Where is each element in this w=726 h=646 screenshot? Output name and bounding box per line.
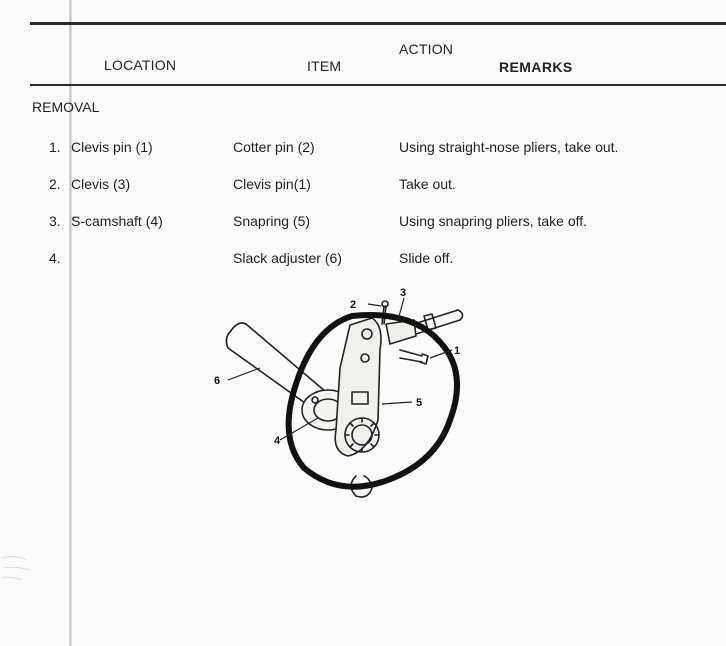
step-location: S-camshaft (4) — [71, 213, 163, 229]
callout-label: 3 — [400, 287, 407, 299]
header-location: LOCATION — [104, 57, 177, 73]
step-number: 1. — [49, 139, 61, 155]
slack-adjuster-illustration — [200, 280, 480, 510]
callout-label: 6 — [214, 375, 221, 387]
rod-end — [458, 310, 463, 320]
step-item: Snapring (5) — [233, 213, 311, 229]
step-location: Clevis pin (1) — [71, 139, 153, 155]
step-item: Clevis pin(1) — [233, 176, 311, 192]
step-number: 2. — [49, 176, 61, 192]
step-location: Clevis (3) — [71, 176, 131, 192]
table-top-rule — [30, 22, 726, 25]
callout-label: 1 — [454, 345, 461, 357]
step-item: Slack adjuster (6) — [233, 250, 342, 266]
callout-label: 4 — [274, 435, 281, 447]
leader-line — [382, 402, 412, 404]
step-number: 3. — [49, 213, 61, 229]
header-item: ITEM — [307, 58, 342, 74]
step-number: 4. — [49, 250, 61, 266]
table-header-rule — [30, 84, 726, 86]
header-action: ACTION — [399, 41, 454, 57]
step-item: Cotter pin (2) — [233, 139, 315, 155]
step-action: Slide off. — [399, 250, 454, 266]
scan-smudge — [0, 548, 40, 588]
step-action: Using straight-nose pliers, take out. — [399, 139, 619, 155]
camshaft-tube-end — [230, 323, 246, 332]
clevis-pin — [400, 350, 422, 362]
callout-label: 5 — [416, 397, 423, 409]
header-remarks: REMARKS — [499, 59, 573, 75]
step-action: Using snapring pliers, take off. — [399, 213, 588, 229]
scan-margin-line — [69, 0, 72, 646]
leader-line — [228, 368, 260, 380]
step-action: Take out. — [399, 176, 456, 192]
cotter-pin-head — [382, 301, 388, 307]
leader-line — [368, 304, 381, 306]
camshaft-tube — [246, 324, 326, 392]
callout-label: 2 — [350, 299, 357, 311]
section-title: REMOVAL — [32, 99, 100, 115]
adjuster-arm — [335, 318, 381, 456]
threaded-rod — [414, 310, 460, 334]
